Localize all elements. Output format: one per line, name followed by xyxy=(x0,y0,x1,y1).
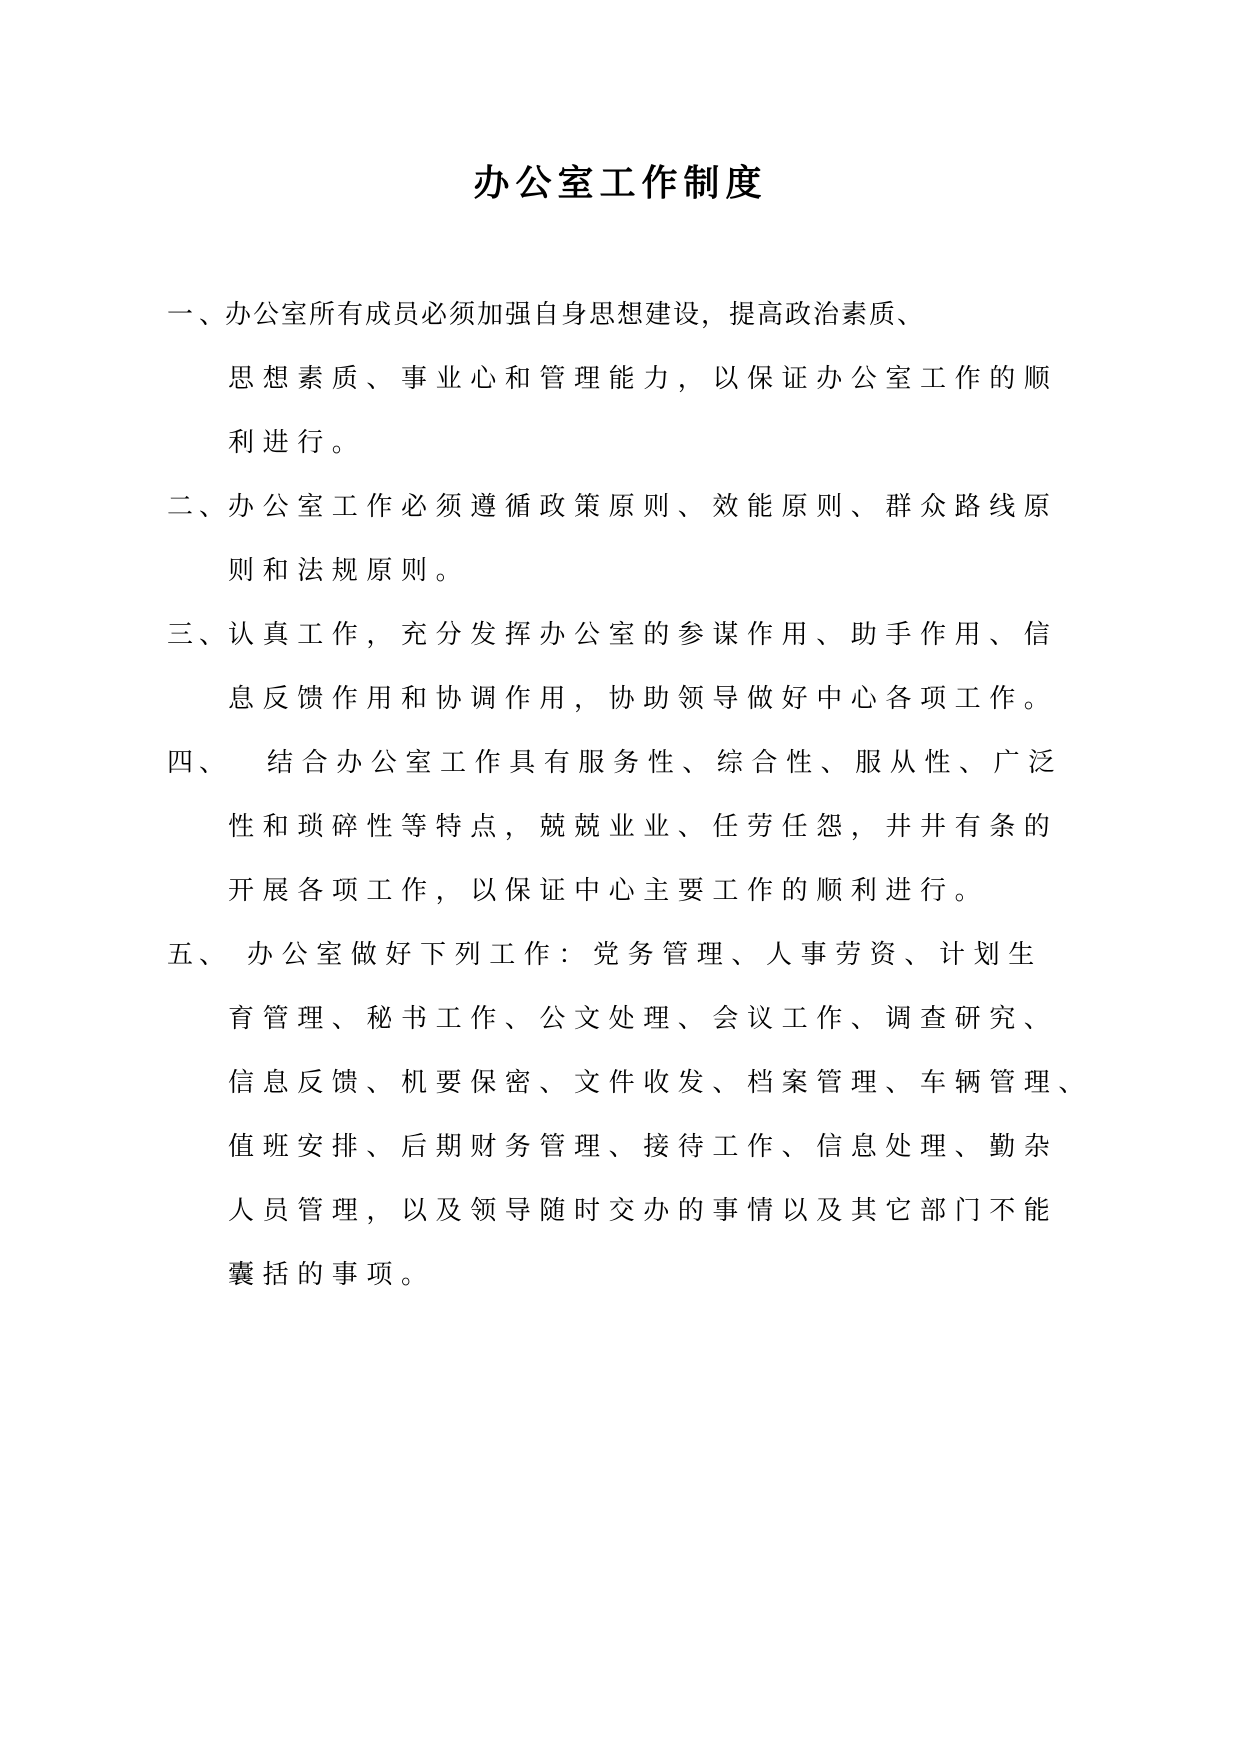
rule-item-number: 一、 xyxy=(167,300,232,330)
rule-item-line: 息反馈作用和协调作用，协助领导做好中心各项工作。 xyxy=(228,684,1059,714)
rule-item-line: 人员管理，以及领导随时交办的事情以及其它部门不能 xyxy=(228,1196,1059,1226)
rule-item-line: 则和法规原则。 xyxy=(228,556,471,586)
rule-item-line: 利进行。 xyxy=(228,428,367,458)
rule-item-line: 办公室工作必须遵循政策原则、效能原则、群众路线原 xyxy=(228,492,1059,522)
rule-item-line: 认真工作，充分发挥办公室的参谋作用、助手作用、信 xyxy=(228,620,1059,650)
rule-item-line: 性和琐碎性等特点，兢兢业业、任劳任怨，井井有条的 xyxy=(228,812,1059,842)
rule-item-line: 思想素质、事业心和管理能力，以保证办公室工作的顺 xyxy=(228,364,1059,394)
rule-item-number: 四、 xyxy=(167,748,232,778)
document-title: 办公室工作制度 xyxy=(473,162,768,204)
rule-item-line: 育管理、秘书工作、公文处理、会议工作、调查研究、 xyxy=(228,1004,1059,1034)
rule-item-number: 三、 xyxy=(167,620,232,650)
rule-item-number: 二、 xyxy=(167,492,232,522)
rule-item-line: 囊括的事项。 xyxy=(228,1260,436,1290)
rule-item-line: 开展各项工作，以保证中心主要工作的顺利进行。 xyxy=(228,876,990,906)
rule-item-line: 结合办公室工作具有服务性、综合性、服从性、广泛 xyxy=(267,748,1063,778)
rule-item-line: 办公室做好下列工作：党务管理、人事劳资、计划生 xyxy=(247,940,1043,970)
rule-item-line: 信息反馈、机要保密、文件收发、档案管理、车辆管理、 xyxy=(228,1068,1094,1098)
rule-item-line: 办公室所有成员必须加强自身思想建设，提高政治素质、 xyxy=(225,300,926,330)
rule-item-number: 五、 xyxy=(167,940,232,970)
rule-item-line: 值班安排、后期财务管理、接待工作、信息处理、勤杂 xyxy=(228,1132,1059,1162)
